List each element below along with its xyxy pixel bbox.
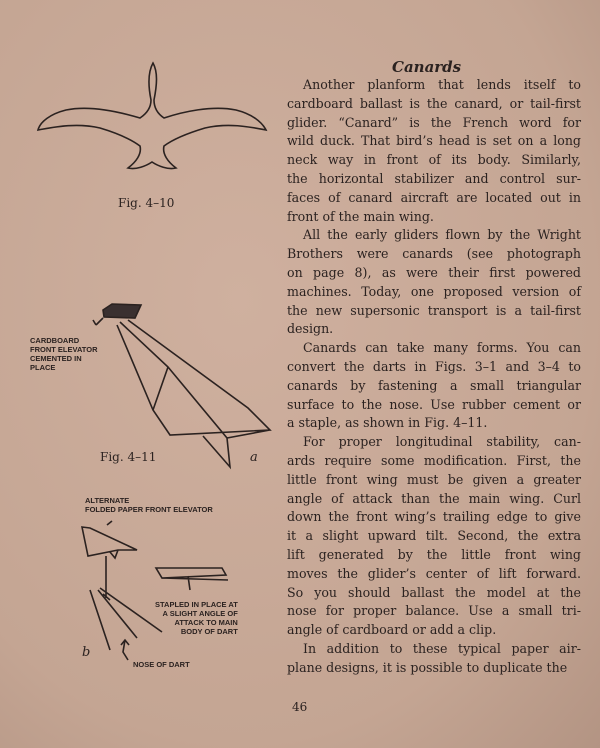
staple-detail [156, 568, 228, 590]
text-line: Canards can take many forms. You can [303, 340, 581, 356]
text-line: neck way in front of its body. Similarly, [287, 152, 581, 168]
text-line: little front wing must be given a greater [287, 471, 581, 487]
text-line: lift generated by the little front wing [287, 546, 581, 562]
text-line: plane designs, it is possible to duplicate the [287, 659, 568, 675]
arrow-a [93, 318, 103, 325]
text-line: glider. “Canard” is the French word for [287, 114, 581, 130]
text-line: front of the main wing. [287, 208, 434, 224]
page-number: 46 [292, 700, 308, 714]
text-line: In addition to these typical paper air- [303, 640, 581, 656]
dart-a [117, 320, 270, 467]
text-line: surface to the nose. Use rubber cement or [287, 396, 581, 412]
text-line: nose for proper balance. Use a small tri- [287, 603, 581, 619]
stapled-label: STAPLED IN PLACE AT A SLIGHT ANGLE OF ATTACK TO MAIN BODY OF DART [155, 600, 238, 636]
text-line: All the early gliders flown by the Wright [303, 227, 581, 243]
text-line: machines. Today, one proposed version of [287, 283, 581, 299]
text-line: design. [287, 321, 334, 337]
text-line: the new supersonic transport is a tail-first [287, 302, 581, 318]
cardboard-elevator [103, 304, 141, 318]
section-heading: Canards [392, 58, 462, 76]
text-line: For proper longitudinal stability, can- [303, 434, 581, 450]
label-b: b [82, 645, 91, 660]
text-line: Brothers were canards (see photograph [287, 246, 581, 262]
text-line: on page 8), as were their first powered [287, 264, 581, 280]
nose-label: NOSE OF DART [133, 660, 190, 669]
dart-b [90, 556, 162, 650]
text-line: cardboard ballast is the canard, or tail-first [287, 95, 581, 111]
label-a: a [250, 450, 258, 465]
body-text [287, 76, 581, 678]
text-line: Another planform that lends itself to [303, 77, 581, 92]
text-line: angle of cardboard or add a clip. [287, 622, 497, 638]
duck-silhouette [38, 63, 266, 169]
text-line: the horizontal stabilizer and control sur- [287, 170, 581, 186]
alternate-label: ALTERNATE FOLDED PAPER FRONT ELEVATOR [85, 496, 213, 514]
elevator-b [82, 521, 137, 558]
text-line: angle of attack than the main wing. Curl [287, 490, 581, 506]
text-line: So you should ballast the model at the [287, 584, 581, 600]
text-line: canards by fastening a small triangular [287, 377, 581, 393]
cardboard-label: CARDBOARD FRONT ELEVATOR CEMENTED IN PLACE [30, 336, 98, 372]
text-line: down the front wing’s trailing edge to give [287, 509, 581, 525]
text-line: moves the glider’s center of lift forward. [287, 565, 581, 581]
text-line: faces of canard aircraft are located out in [287, 189, 581, 205]
nose-arrow [121, 640, 129, 660]
text-line: wild duck. That bird’s head is set on a long [287, 133, 581, 149]
text-line: convert the darts in Figs. 3–1 and 3–4 to [287, 358, 581, 374]
text-line: it a slight upward tilt. Second, the extra [287, 528, 581, 544]
text-line: a staple, as shown in Fig. 4–11. [287, 415, 488, 431]
text-line: ards require some modification. First, the [287, 452, 581, 468]
fig-4-11-caption: Fig. 4–11 [100, 450, 157, 464]
fig-4-10-caption: Fig. 4–10 [118, 196, 175, 210]
